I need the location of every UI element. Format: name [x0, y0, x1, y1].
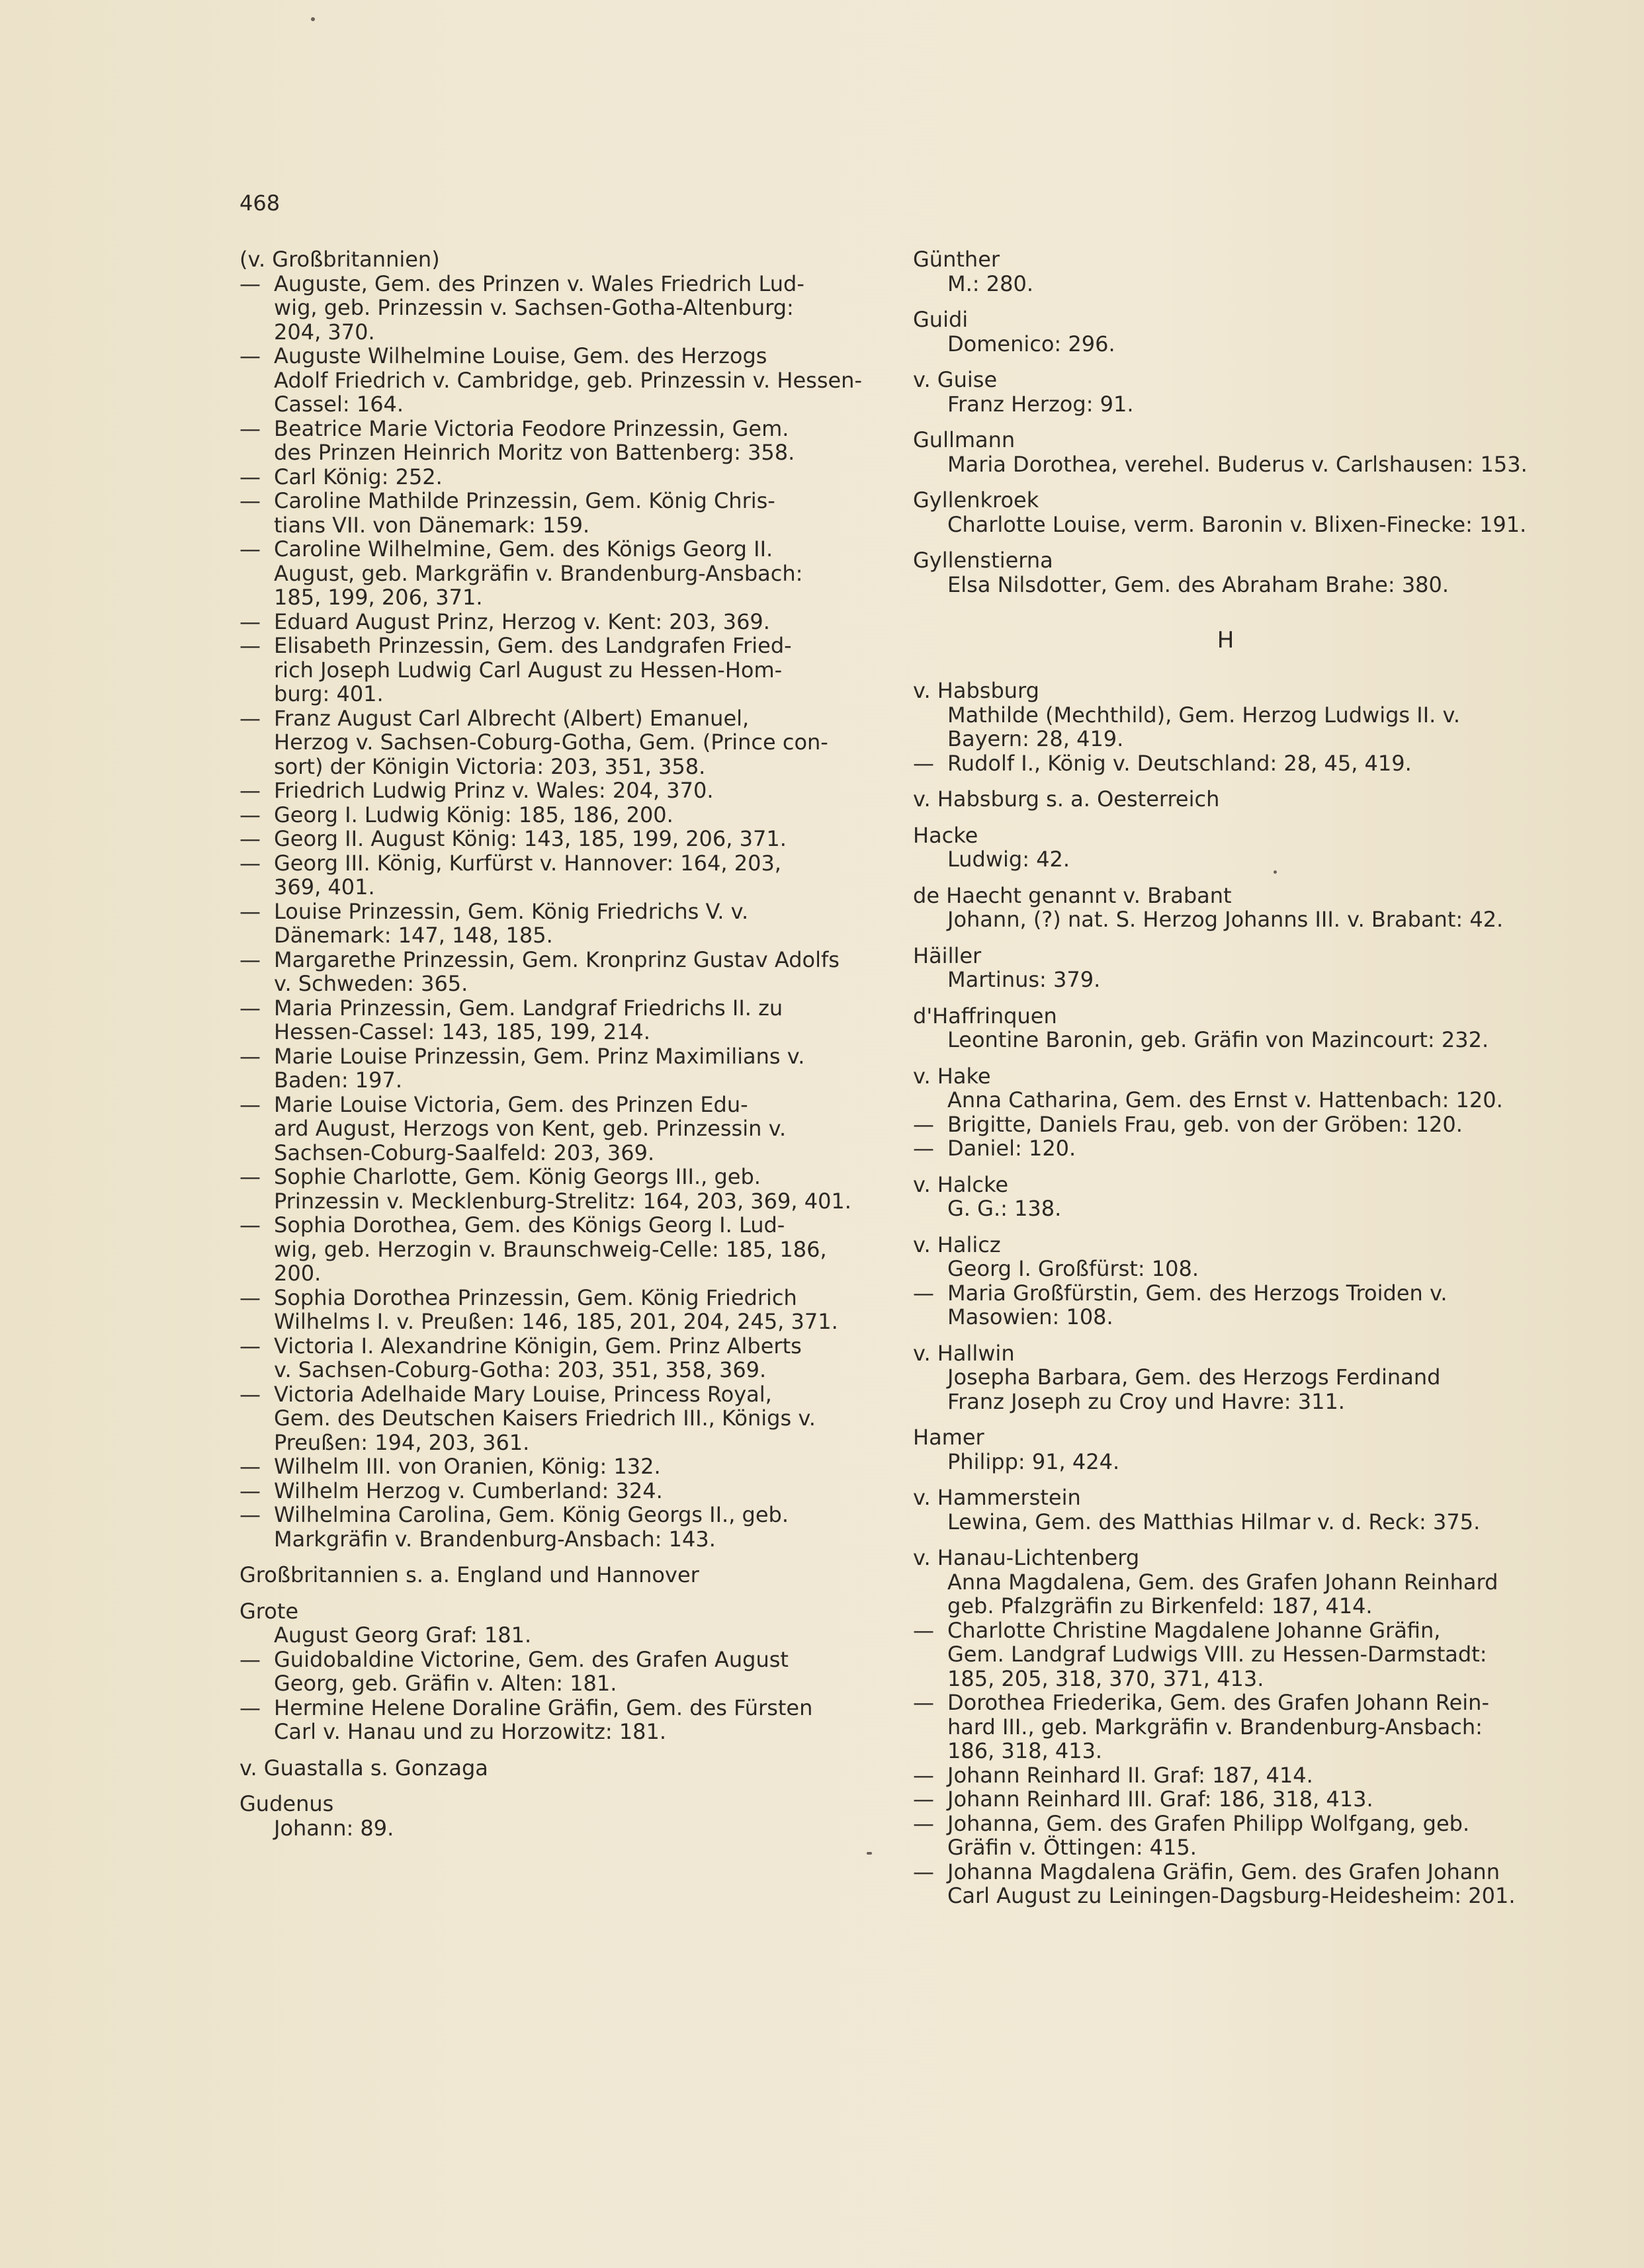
index-line: 204, 370.	[274, 319, 375, 345]
index-line: — Dorothea Friederika, Gem. des Grafen Johann Rein-	[913, 1691, 1538, 1715]
index-line: Hacke	[913, 822, 978, 848]
index-line: — Sophia Dorothea, Gem. des Königs Georg I. Lud-	[239, 1213, 878, 1238]
index-line: — Wilhelmina Carolina, Gem. König Georgs II., geb.	[239, 1503, 878, 1527]
index-line: — Margarethe Prinzessin, Gem. Kronprinz Gustav Adolfs	[239, 948, 878, 972]
index-line: — Wilhelm III. von Oranien, König: 132.	[239, 1454, 878, 1479]
index-line: — Caroline Wilhelmine, Gem. des Königs Georg II.	[239, 537, 878, 562]
index-line: wig, geb. Prinzessin v. Sachsen-Gotha-Altenburg:	[274, 295, 794, 320]
index-line: — Brigitte, Daniels Frau, geb. von der Gröben: 120.	[913, 1113, 1538, 1137]
index-line: Guidi	[913, 307, 969, 332]
index-line: — Friedrich Ludwig Prinz v. Wales: 204, 370.	[239, 778, 878, 803]
index-column-left	[239, 247, 878, 1840]
index-line: 185, 205, 318, 370, 371, 413.	[947, 1665, 1264, 1691]
index-line: hard III., geb. Markgräfin v. Brandenburg-Ansbach:	[947, 1714, 1483, 1740]
index-line: — Johann Reinhard III. Graf: 186, 318, 413.	[913, 1787, 1538, 1812]
index-line: — Rudolf I., König v. Deutschland: 28, 45, 419.	[913, 751, 1538, 776]
index-line: Dänemark: 147, 148, 185.	[274, 923, 553, 948]
index-line: 200.	[274, 1261, 322, 1286]
index-line: Cassel: 164.	[274, 392, 404, 417]
index-line: Johann: 89.	[274, 1815, 394, 1841]
index-line: Martinus: 379.	[947, 967, 1101, 992]
index-section-h	[913, 679, 1538, 1908]
index-line: Charlotte Louise, verm. Baronin v. Blixen-Finecke: 191.	[947, 511, 1527, 537]
index-line: Elsa Nilsdotter, Gem. des Abraham Brahe: 380.	[947, 571, 1449, 597]
index-line: — Sophie Charlotte, Gem. König Georgs III., geb.	[239, 1165, 878, 1189]
index-line: Franz Herzog: 91.	[947, 391, 1134, 417]
index-line: d'Haffrinquen	[913, 1003, 1057, 1029]
index-line: des Prinzen Heinrich Moritz von Battenberg: 358.	[274, 440, 795, 465]
index-line: — Auguste Wilhelmine Louise, Gem. des Herzogs	[239, 344, 878, 368]
index-line: — Elisabeth Prinzessin, Gem. des Landgrafen Fried-	[239, 634, 878, 658]
index-line: (v. Großbritannien)	[239, 247, 440, 272]
index-line: Franz Joseph zu Croy und Havre: 311.	[947, 1388, 1345, 1414]
index-line: Johann, (?) nat. S. Herzog Johanns III. v. Brabant: 42.	[947, 907, 1504, 932]
index-line: Grote	[239, 1598, 299, 1624]
index-line: — Marie Louise Prinzessin, Gem. Prinz Maximilians v.	[239, 1044, 878, 1069]
index-line: v. Hammerstein	[913, 1485, 1081, 1510]
index-line: — Beatrice Marie Victoria Feodore Prinzessin, Gem.	[239, 417, 878, 441]
index-line: rich Joseph Ludwig Carl August zu Hessen-Hom-	[274, 657, 783, 683]
index-line: Bayern: 28, 419.	[947, 726, 1124, 751]
index-line: — Wilhelm Herzog v. Cumberland: 324.	[239, 1479, 878, 1503]
index-line: Ludwig: 42.	[947, 847, 1070, 872]
paper-speck	[867, 1852, 872, 1855]
index-line: Markgräfin v. Brandenburg-Ansbach: 143.	[274, 1526, 716, 1552]
index-line: — Charlotte Christine Magdalene Johanne Gräfin,	[913, 1618, 1538, 1643]
index-line: Gem. Landgraf Ludwigs VIII. zu Hessen-Darmstadt:	[947, 1642, 1487, 1667]
index-line: v. Sachsen-Coburg-Gotha: 203, 351, 358, 369.	[274, 1357, 767, 1382]
index-line: August, geb. Markgräfin v. Brandenburg-Ansbach:	[274, 560, 803, 586]
index-line: — Eduard August Prinz, Herzog v. Kent: 203, 369.	[239, 610, 878, 634]
index-line: — Johanna, Gem. des Grafen Philipp Wolfgang, geb.	[913, 1812, 1538, 1836]
index-line: — Maria Großfürstin, Gem. des Herzogs Troiden v.	[913, 1281, 1538, 1306]
index-line: — Daniel: 120.	[913, 1136, 1538, 1161]
index-line: Masowien: 108.	[947, 1304, 1113, 1329]
index-line: v. Halicz	[913, 1232, 1001, 1257]
index-line: Georg I. Großfürst: 108.	[947, 1256, 1199, 1281]
index-line: — Georg I. Ludwig König: 185, 186, 200.	[239, 803, 878, 827]
index-line: August Georg Graf: 181.	[274, 1622, 532, 1648]
index-line: 186, 318, 413.	[947, 1738, 1103, 1763]
index-line: — Hermine Helene Doraline Gräfin, Gem. des Fürsten	[239, 1696, 878, 1720]
index-line: — Maria Prinzessin, Gem. Landgraf Friedrichs II. zu	[239, 996, 878, 1021]
paper-speck	[1274, 870, 1277, 874]
index-line: Gyllenstierna	[913, 548, 1053, 573]
index-line: Prinzessin v. Mecklenburg-Strelitz: 164, 203, 369, 401.	[274, 1188, 851, 1214]
index-line: Sachsen-Coburg-Saalfeld: 203, 369.	[274, 1140, 655, 1165]
index-line: G. G.: 138.	[947, 1196, 1062, 1221]
index-line: — Guidobaldine Victorine, Gem. des Grafen August	[239, 1648, 878, 1672]
index-line: burg: 401.	[274, 681, 384, 706]
index-line: — Franz August Carl Albrecht (Albert) Emanuel,	[239, 706, 878, 731]
index-line: Domenico: 296.	[947, 331, 1115, 357]
index-line: — Georg III. König, Kurfürst v. Hannover: 164, 203,	[239, 851, 878, 876]
index-line: Lewina, Gem. des Matthias Hilmar v. d. Reck: 375.	[947, 1509, 1481, 1534]
index-line: Gyllenkroek	[913, 487, 1039, 513]
index-line: Baden: 197.	[274, 1068, 403, 1093]
index-line: v. Hake	[913, 1063, 991, 1089]
index-column-right	[913, 247, 1538, 1908]
index-line: 185, 199, 206, 371.	[274, 585, 483, 610]
index-line: — Caroline Mathilde Prinzessin, Gem. König Chris-	[239, 489, 878, 513]
index-line: v. Halcke	[913, 1171, 1009, 1197]
index-line: geb. Pfalzgräfin zu Birkenfeld: 187, 414.	[947, 1593, 1373, 1618]
index-line: Großbritannien s. a. England und Hannover	[239, 1562, 699, 1587]
index-line: de Haecht genannt v. Brabant	[913, 882, 1232, 908]
index-line: Georg, geb. Gräfin v. Alten: 181.	[274, 1671, 617, 1696]
index-line: v. Habsburg	[913, 678, 1039, 703]
section-letter-h: H	[1217, 627, 1234, 653]
index-line: ard August, Herzogs von Kent, geb. Prinzessin v.	[274, 1116, 787, 1141]
index-line: Preußen: 194, 203, 361.	[274, 1429, 530, 1455]
index-line: Maria Dorothea, verehel. Buderus v. Carlshausen: 153.	[947, 451, 1528, 477]
index-line: Gem. des Deutschen Kaisers Friedrich III., Königs v.	[274, 1406, 816, 1431]
index-line: 369, 401.	[274, 874, 375, 900]
index-line: wig, geb. Herzogin v. Braunschweig-Celle: 185, 186,	[274, 1236, 827, 1262]
index-line: — Georg II. August König: 143, 185, 199, 206, 371.	[239, 827, 878, 851]
index-line: Carl v. Hanau und zu Horzowitz: 181.	[274, 1719, 667, 1744]
index-line: Herzog v. Sachsen-Coburg-Gotha, Gem. (Prince con-	[274, 730, 828, 755]
index-line: Adolf Friedrich v. Cambridge, geb. Prinzessin v. Hessen-	[274, 367, 862, 393]
index-line: Gräfin v. Öttingen: 415.	[947, 1835, 1197, 1860]
index-line: — Auguste, Gem. des Prinzen v. Wales Friedrich Lud-	[239, 272, 878, 296]
index-line: Anna Catharina, Gem. des Ernst v. Hattenbach: 120.	[947, 1087, 1503, 1113]
index-line: v. Hallwin	[913, 1340, 1015, 1366]
index-line: Gullmann	[913, 427, 1016, 452]
index-line: Anna Magdalena, Gem. des Grafen Johann Reinhard	[947, 1569, 1498, 1595]
paper-speck	[311, 17, 315, 21]
index-line: — Marie Louise Victoria, Gem. des Prinzen Edu-	[239, 1093, 878, 1117]
index-section-g	[913, 247, 1538, 597]
page-number: 468	[239, 190, 281, 216]
index-line: Günther	[913, 247, 1000, 272]
index-line: Philipp: 91, 424.	[947, 1449, 1120, 1474]
index-line: Hessen-Cassel: 143, 185, 199, 214.	[274, 1019, 650, 1044]
index-line: — Victoria I. Alexandrine Königin, Gem. Prinz Alberts	[239, 1334, 878, 1359]
index-line: Hamer	[913, 1425, 984, 1450]
index-line: sort) der Königin Victoria: 203, 351, 358.	[274, 753, 706, 779]
index-line: Wilhelms I. v. Preußen: 146, 185, 201, 204, 245, 371.	[274, 1309, 838, 1334]
index-line: — Carl König: 252.	[239, 465, 878, 489]
index-line: Carl August zu Leiningen-Dagsburg-Heidesheim: 201.	[947, 1883, 1516, 1908]
index-line: Mathilde (Mechthild), Gem. Herzog Ludwigs II. v.	[947, 702, 1461, 728]
index-line: Leontine Baronin, geb. Gräfin von Mazincourt: 232.	[947, 1027, 1489, 1052]
index-line: — Louise Prinzessin, Gem. König Friedrichs V. v.	[239, 900, 878, 924]
index-line: v. Guise	[913, 367, 998, 392]
index-line: tians VII. von Dänemark: 159.	[274, 512, 590, 538]
index-line: Gudenus	[239, 1791, 334, 1816]
index-line: — Victoria Adelhaide Mary Louise, Princess Royal,	[239, 1382, 878, 1407]
index-line: v. Hanau-Lichtenberg	[913, 1545, 1140, 1570]
index-line: — Johanna Magdalena Gräfin, Gem. des Grafen Johann	[913, 1860, 1538, 1884]
index-line: — Sophia Dorothea Prinzessin, Gem. König Friedrich	[239, 1286, 878, 1310]
index-line: Josepha Barbara, Gem. des Herzogs Ferdinand	[947, 1365, 1441, 1390]
index-line: M.: 280.	[947, 271, 1033, 296]
index-line: v. Habsburg s. a. Oesterreich	[913, 786, 1220, 812]
index-line: v. Guastalla s. Gonzaga	[239, 1755, 488, 1781]
index-line: — Johann Reinhard II. Graf: 187, 414.	[913, 1763, 1538, 1788]
index-line: v. Schweden: 365.	[274, 971, 468, 996]
index-line: Häiller	[913, 943, 982, 968]
